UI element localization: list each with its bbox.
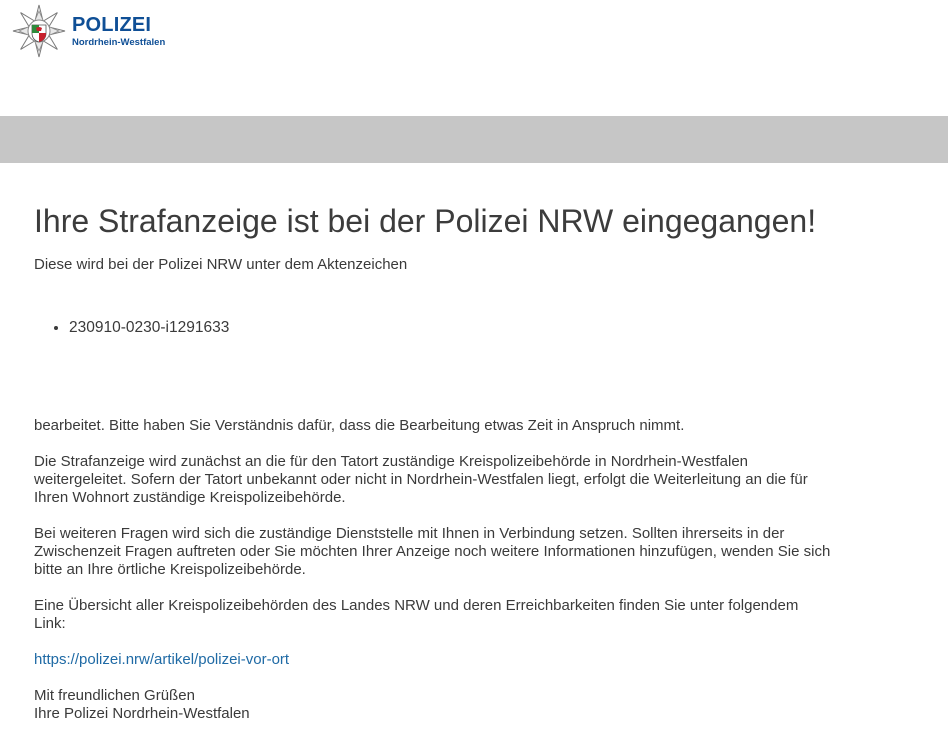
questions-line-2: Zwischenzeit Fragen auftreten oder Sie möchten Ihrer Anzeige noch weitere Informationen hinzufügen, wenden Sie sich <box>34 543 831 560</box>
case-number: • 230910-0230-i1291633 <box>69 318 924 338</box>
processing-text: bearbeitet. Bitte haben Sie Verständnis dafür, dass die Bearbeitung etwas Zeit in Anspruch nimmt. <box>34 417 685 434</box>
overview-line-2: Link: <box>34 615 66 632</box>
link-paragraph <box>34 651 924 669</box>
navigation-bar <box>0 116 948 163</box>
forwarding-line-2: weitergeleitet. Sofern der Tatort unbekannt oder nicht in Nordrhein-Westfalen liegt, erfolgt die Weiterleitung an die für <box>34 471 808 488</box>
logo-text <box>72 15 165 48</box>
forwarding-text <box>34 453 924 507</box>
closing-text <box>34 687 924 723</box>
questions-line-1: Bei weiteren Fragen wird sich die zuständige Dienststelle mit Ihnen in Verbindung setzen. Sollten ihrerseits in der <box>34 525 785 542</box>
questions-text <box>34 525 924 579</box>
overview-line-1: Eine Übersicht aller Kreispolizeibehörden des Landes NRW und deren Erreichbarkeiten finden Sie unter folgendem <box>34 597 799 614</box>
police-star-icon <box>12 4 66 58</box>
closing-signature: Ihre Polizei Nordrhein-Westfalen <box>34 705 250 722</box>
questions-line-3: bitte an Ihre örtliche Kreispolizeibehörde. <box>34 561 306 578</box>
forwarding-line-1: Die Strafanzeige wird zunächst an die für den Tatort zuständige Kreispolizeibehörde in Nordrhein-Westfalen <box>34 453 749 470</box>
polizei-vor-ort-link[interactable]: https://polizei.nrw/artikel/polizei-vor-ort <box>34 651 290 668</box>
forwarding-line-3: Ihren Wohnort zuständige Kreispolizeibehörde. <box>34 489 346 506</box>
closing-greeting: Mit freundlichen Grüßen <box>34 687 195 704</box>
site-header <box>0 0 948 116</box>
case-number-list <box>34 318 924 338</box>
logo-title: POLIZEI <box>72 13 152 36</box>
polizei-nrw-logo[interactable] <box>12 4 165 58</box>
logo-subtitle: Nordrhein-Westfalen <box>72 36 166 48</box>
intro-text: Diese wird bei der Polizei NRW unter dem Aktenzeichen <box>34 256 408 273</box>
page-title: Ihre Strafanzeige ist bei der Polizei NRW eingegangen! <box>34 203 817 239</box>
main-content <box>34 198 924 723</box>
overview-text <box>34 597 924 633</box>
